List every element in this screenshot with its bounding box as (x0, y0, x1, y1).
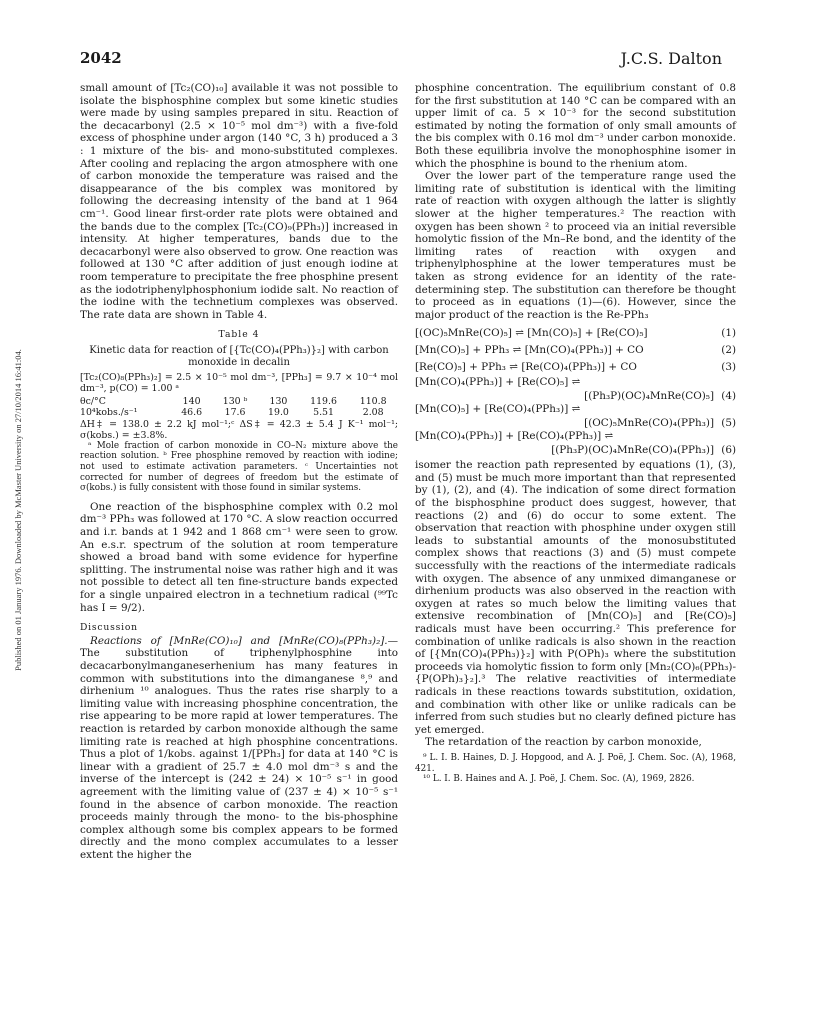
equation (415, 342, 736, 359)
equation-rhs: [(Ph₃P)(OC)₄MnRe(CO)₅] (584, 390, 714, 403)
equilibrium-arrow-icon: ⇌ (571, 376, 581, 389)
equation-lhs: [Mn(CO)₅] + PPh₃ (415, 344, 510, 357)
table-cell: 2.08 (362, 406, 384, 418)
table-cell: 17.6 (224, 406, 246, 418)
equation-lhs: [(OC)₅MnRe(CO)₅] (415, 327, 512, 340)
right-column (415, 82, 736, 785)
equation-lhs: [Mn(CO)₄(PPh₃)] + [Re(CO)₅] (415, 376, 569, 389)
table-row (80, 407, 398, 418)
table-cell: 110.8 (359, 395, 387, 407)
paragraph: phosphine concentration. The equilibrium constant of 0.8 for the first substitution at 140 °C can be compared with an upper limit of ca. 5 × 10⁻³ for the second substitution estimated by noting the formation of only small amounts of the bis complex with 0.16 mol dm⁻³ under carbon monoxide. Both these equilibria involve the monophosphine isomer in which the phosphine is bound to the rhenium atom. (415, 82, 736, 170)
table-cell: 130 (269, 395, 288, 407)
row-header: θc/°C (80, 395, 106, 407)
equation-number: (3) (721, 361, 736, 374)
equation-rhs: [(Ph₃P)(OC)₄MnRe(CO)₄(PPh₃)] (551, 444, 714, 457)
equation-number: (4) (721, 390, 736, 403)
equilibrium-arrow-icon: ⇌ (509, 361, 519, 374)
table-cell: 119.6 (310, 395, 337, 407)
intro-paragraph: small amount of [Tc₂(CO)₁₀] available it was not possible to isolate the bisphosphine complex but some kinetic studies were made by using samples prepared in situ. Reaction of the decacarbonyl (2.5 × 10⁻⁵ mol dm⁻³) with a five-fold excess of phosphine under argon (140 °C, 3 h) produced a 3 : 1 mixture of the bis- and mono-substituted complexes. After cooling and replacing the argon atmosphere with one of carbon monoxide the temperature was raised and the disappearance of the bis complex was monitored by following the decreasing intensity of the band at 1 964 cm⁻¹. Good linear first-order rate plots were obtained and the bands due to the complex [Tc₂(CO)₉(PPh₃)] increased in intensity. At higher temperatures, bands due to the decacarbonyl were also observed to grow. One reaction was followed at 130 °C after addition of just enough iodine at room temperature to precipitate the free phosphine present as the iodotriphenylphosphonium iodide salt. No reaction of the iodine with the technetium complexes was observed. The rate data are shown in Table 4. (80, 82, 398, 321)
equilibrium-arrow-icon: ⇌ (604, 430, 614, 443)
equation-number: (5) (721, 417, 736, 430)
kinetic-table (80, 396, 398, 418)
table-cell: 140 (182, 395, 201, 407)
activation-parameters: ΔH‡ = 138.0 ± 2.2 kJ mol⁻¹;ᶜ ΔS‡ = 42.3 ± 5.4 J K⁻¹ mol⁻¹; σ(kobs.) = ±3.8%. (80, 418, 398, 441)
table-caption: Kinetic data for reaction of [{Tc(CO)₄(PPh₃)}₂] with carbon monoxide in decalin (89, 344, 389, 368)
paragraph: Over the lower part of the temperature range used the limiting rate of substitution is identical with the limiting rate of reaction with oxygen although the latter is slightly slower at the higher temperatures.² The reaction with oxygen has been shown ² to proceed via an initial reversible homolytic fission of the Mn–Re bond, and the identity of the limiting rates of reaction with oxygen and triphenylphosphine at the lower temperatures must be taken as strong evidence for an identity of the rate-determining step. The substitution can therefore be thought to proceed as in equations (1)—(6). However, since the major product of the reaction is the Re-PPh₃ (415, 170, 736, 321)
table-footnotes: ᵃ Mole fraction of carbon monoxide in CO–N₂ mixture above the reaction solution. ᵇ Free phosphine removed by reaction with iodine; not used to estimate activation parameters. ᶜ Uncertainties not corrected for number of degrees of freedom but the estimate of σ(kobs.) is fully consistent with those found in similar systems. (80, 440, 398, 494)
references (415, 753, 736, 785)
table-cell: 130 ᵇ (222, 395, 248, 407)
equation (415, 403, 736, 416)
subheading: Reactions of [MnRe(CO)₁₀] and [MnRe(CO)₈(PPh₃)₂].— (90, 634, 398, 647)
equation (415, 430, 736, 443)
equation-continuation (415, 416, 736, 430)
equation-continuation (415, 389, 736, 403)
equation-rhs: [Re(CO)₄(PPh₃)] + CO (521, 361, 637, 374)
journal-name: J.C.S. Dalton (620, 49, 722, 68)
table-cell: 5.51 (313, 406, 334, 418)
table-cell: 46.6 (181, 406, 203, 418)
equilibrium-arrow-icon: ⇌ (515, 327, 524, 340)
equation-rhs: [(OC)₅MnRe(CO)₄(PPh₃)] (584, 417, 714, 430)
download-notice: Published on 01 January 1976. Downloaded by McMaster University on 27/10/2014 16:41:04. (13, 349, 23, 671)
paragraph: One reaction of the bisphosphine complex with 0.2 mol dm⁻³ PPh₃ was followed at 170 °C. A slow reaction occurred and i.r. bands at 1 942 and 1 868 cm⁻¹ were seen to grow. An e.s.r. spectrum of the solution at room temperature showed a broad band with some evidence for hyperfine splitting. The instrumental noise was rather high and it was not possible to detect all ten fine-structure bands expected for a single unpaired electron in a technetium radical (⁹⁹Tc has I = 9/2). (80, 500, 398, 614)
equation-continuation (415, 443, 736, 457)
equation-lhs: [Mn(CO)₅] + [Re(CO)₄(PPh₃)] (415, 403, 569, 416)
equation-rhs: [Mn(CO)₅] + [Re(CO)₅] (527, 327, 648, 340)
table-cell: 19.0 (268, 406, 289, 418)
row-header: 10⁴kobs./s⁻¹ (80, 406, 138, 418)
table-conditions: [Tc₂(CO)₈(PPh₃)₂] = 2.5 × 10⁻⁵ mol dm⁻³, [PPh₃] = 9.7 × 10⁻⁴ mol dm⁻³, p(CO) = 1.00 ᵃ (80, 371, 398, 394)
reference-item: ⁹ L. I. B. Haines, D. J. Hopgood, and A. J. Poë, J. Chem. Soc. (A), 1968, 421. (415, 752, 736, 774)
page-number: 2042 (80, 49, 122, 67)
equation (415, 376, 736, 389)
equilibrium-arrow-icon: ⇌ (512, 344, 522, 357)
paragraph (80, 635, 398, 862)
reference-item: ¹⁰ L. I. B. Haines and A. J. Poë, J. Chem. Soc. (A), 1969, 2826. (423, 774, 695, 785)
equation (415, 359, 736, 376)
discussion-text: The substitution of triphenylphosphine into decacarbonylmanganeserhenium has many features in common with substitutions into the dimanganese ⁸,⁹ and dirhenium ¹⁰ analogues. Thus the rates rise sharply to a limiting value with increasing phosphine concentration, the rise appearing to be more rapid at lower temperatures. The reaction is retarded by carbon monoxide although the same limiting rate is reached at high phosphine concentrations. Thus a plot of 1/kobs. against 1/[PPh₃] for data at 140 °C is linear with a gradient of 25.7 ± 4.0 mol dm⁻³ s and the inverse of the intercept is (242 ± 24) × 10⁻⁵ s⁻¹ in good agreement with the limiting value of (237 ± 4) × 10⁻⁵ s⁻¹ found in the absence of carbon monoxide. The reaction proceeds mainly through the mono- to the bis-phosphine complex although some bis complex appears to be formed directly and the mono complex accumulates to a lesser extent the higher the (80, 647, 398, 861)
equation-list (415, 325, 736, 457)
table-row (80, 396, 398, 407)
equation-number: (2) (721, 344, 736, 357)
section-heading: Discussion (80, 622, 138, 634)
equation-rhs: [Mn(CO)₄(PPh₃)] + CO (524, 344, 644, 357)
equation-lhs: [Mn(CO)₄(PPh₃)] + [Re(CO)₄(PPh₃)] (415, 430, 602, 443)
equation-number: (6) (721, 444, 736, 457)
table-label: Table 4 (218, 329, 260, 341)
left-column (80, 82, 398, 861)
paragraph: The retardation of the reaction by carbon monoxide, (425, 736, 702, 749)
paragraph: isomer the reaction path represented by equations (1), (3), and (5) must be much more important than that represented by (1), (2), and (4). The indication of some direct formation of the bisphosphine product does suggest, however, that reactions (2) and (6) do occur to some extent. The observation that reaction with phosphine under oxygen still leads to substantial amounts of the monosubstituted complex shows that reactions (3) and (5) must compete successfully with the reactions of the intermediate radicals with oxygen. The absence of any unmixed dimanganese or dirhenium products was also observed in the reaction with oxygen at rates so much below the limiting values that extensive recombination of [Mn(CO)₅] and [Re(CO)₅] radicals must have been occurring.² This preference for combination of unlike radicals is also shown in the reaction of [{Mn(CO)₄(PPh₃)}₂] with P(OPh)₃ where the substitution proceeds via homolytic fission to form only [Mn₂(CO)₆(PPh₃)-{P(OPh)₃}₂].³ The relative reactivities of intermediate radicals in these reactions towards substitution, oxidation, and combination with other like or unlike radicals can be inferred from such studies but no clearly defined picture has yet emerged. (415, 459, 736, 736)
equation-number: (1) (721, 327, 736, 340)
equation-lhs: [Re(CO)₅] + PPh₃ (415, 361, 506, 374)
equilibrium-arrow-icon: ⇌ (571, 403, 581, 416)
equation (415, 325, 736, 342)
